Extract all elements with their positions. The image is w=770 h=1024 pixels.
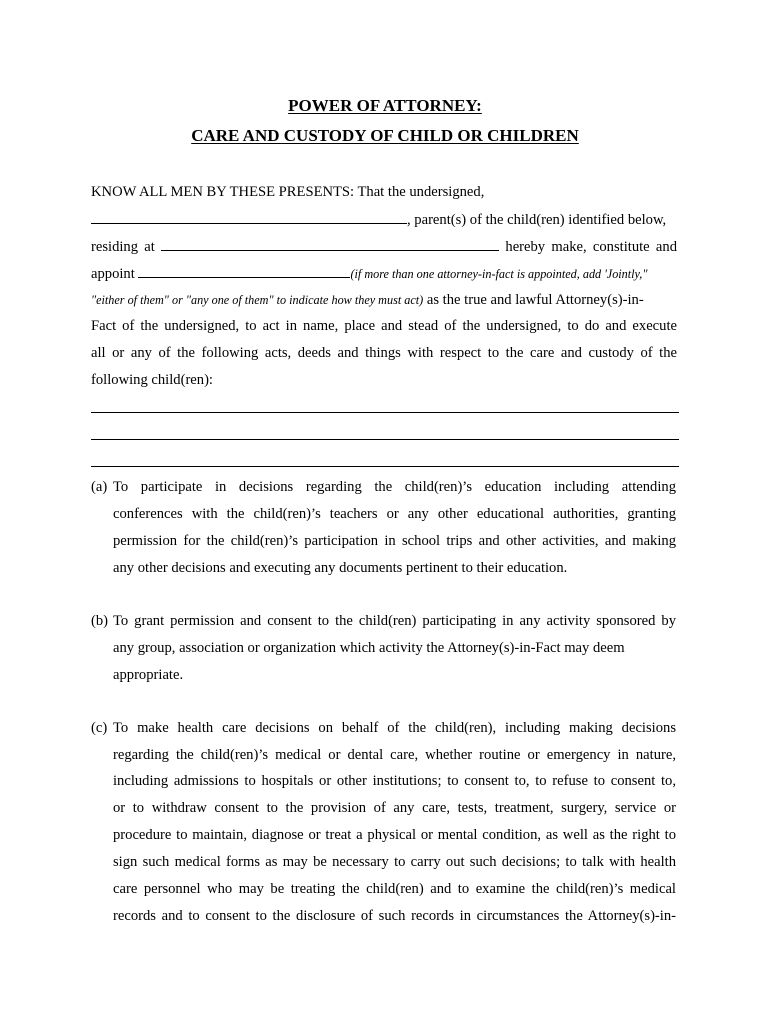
attorney-note: (if more than one attorney-in-fact is appointed, add 'Jointly," (350, 267, 648, 281)
residence-blank[interactable] (161, 236, 499, 251)
intro-line-4 (91, 263, 647, 284)
intro-line-5-text: as the true and lawful Attorney(s)-in- (423, 292, 644, 308)
section-a-line: any other decisions and executing any documents pertinent to their education. (113, 560, 568, 576)
intro-line-7: all or any of the following acts, deeds and things with respect to the care and custody of the (91, 345, 677, 361)
intro-line-2 (91, 209, 666, 230)
section-b-label: (b) (91, 613, 109, 629)
section-c-label: (c) (91, 720, 108, 736)
child-name-line-2[interactable] (91, 439, 679, 440)
child-name-line-1[interactable] (91, 412, 679, 413)
document-title: POWER OF ATTORNEY: (288, 96, 482, 115)
section-c-line: procedure to maintain, diagnose or treat a physical or mental condition, as well as the right to (113, 827, 676, 843)
section-b-line: To grant permission and consent to the child(ren) participating in any activity sponsored by (113, 613, 676, 629)
attorney-name-blank[interactable] (138, 263, 350, 278)
section-a-line: permission for the child(ren)’s participation in school trips and other activities, and making (113, 533, 676, 549)
intro-line-1: KNOW ALL MEN BY THESE PRESENTS: That the undersigned, (91, 184, 485, 200)
parent-name-blank[interactable] (91, 209, 407, 224)
section-c-line: sign such medical forms as may be necessary to carry out such decisions; to talk with health (113, 854, 676, 870)
section-c-line: including admissions to hospitals or other institutions; to consent to, to refuse to consent to, (113, 773, 676, 789)
section-c-line: care personnel who may be treating the child(ren) and to examine the child(ren)’s medical (113, 881, 676, 897)
document-subtitle: CARE AND CUSTODY OF CHILD OR CHILDREN (191, 126, 579, 145)
intro-line-3 (91, 236, 677, 257)
intro-line-8: following child(ren): (91, 372, 213, 388)
intro-line-2-text: , parent(s) of the child(ren) identified below, (407, 212, 667, 228)
section-b-line: appropriate. (113, 667, 184, 683)
section-c-line: To make health care decisions on behalf of the child(ren), including making decisions (113, 720, 676, 736)
appoint-label: appoint (91, 266, 135, 282)
intro-line-5 (91, 290, 644, 310)
child-name-line-3[interactable] (91, 466, 679, 467)
section-a-label: (a) (91, 479, 108, 495)
section-a-line: conferences with the child(ren)’s teachers or any other educational authorities, granting (113, 506, 676, 522)
section-c-line: records and to consent to the disclosure of such records in circumstances the Attorney(s)-in- (113, 908, 676, 924)
attorney-note-continued: "either of them" or "any one of them" to indicate how they must act) (91, 293, 424, 307)
section-c-line: regarding the child(ren)’s medical or dental care, whether routine or emergency in nature, (113, 747, 676, 763)
intro-line-3-text: hereby make, constitute and (505, 239, 677, 255)
intro-line-6: Fact of the undersigned, to act in name, place and stead of the undersigned, to do and execute (91, 318, 677, 334)
residing-label: residing at (91, 239, 155, 255)
section-c-line: or to withdraw consent to the provision of any care, tests, treatment, surgery, service or (113, 800, 676, 816)
section-a-line: To participate in decisions regarding the child(ren)’s education including attending (113, 479, 676, 495)
section-b-line: any group, association or organization which activity the Attorney(s)-in-Fact may deem (113, 640, 625, 656)
